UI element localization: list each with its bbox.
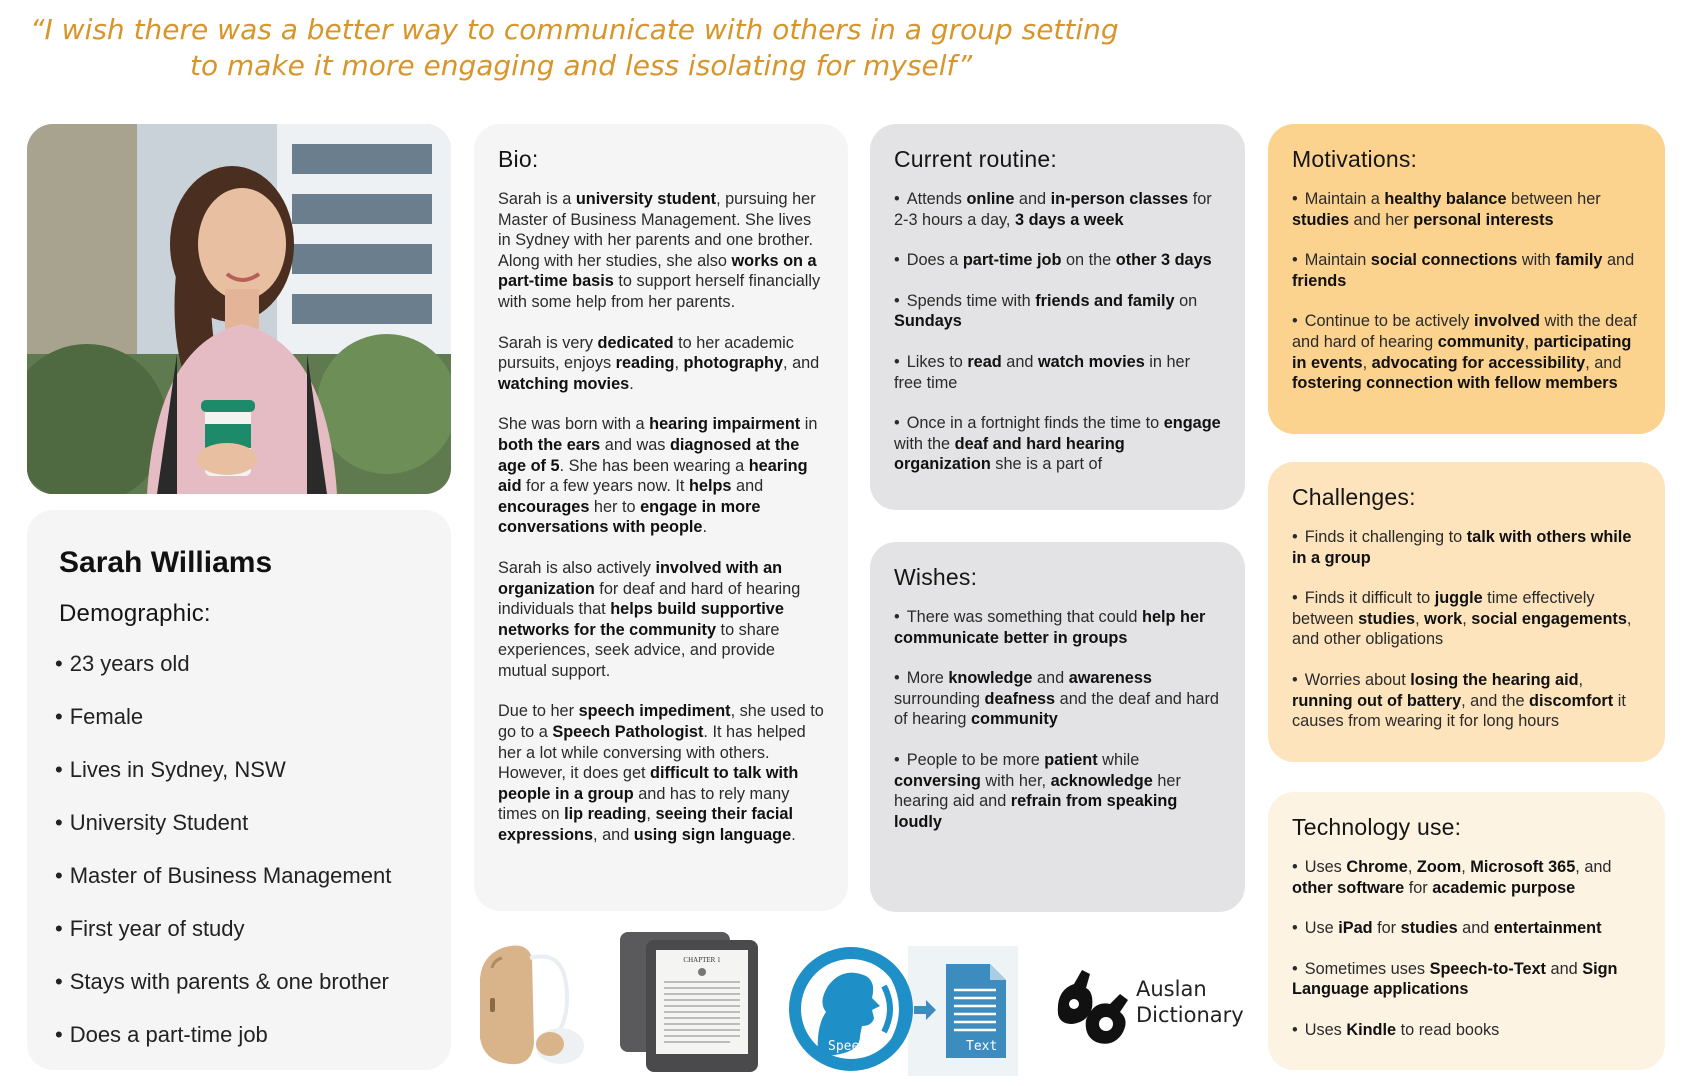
persona-quote xyxy=(30,12,1210,84)
bio-paragraph: Due to her speech impediment, she used to go to a Speech Pathologist. It has helped her a lot while conversing with others. However, it does get difficult to talk with people in a group and has to rely many times on lip reading, seeing their facial expressions, and using sign language. xyxy=(498,702,824,845)
text-label: Text xyxy=(966,1039,998,1054)
technology-list xyxy=(1292,857,1641,1041)
challenge-item: • Finds it challenging to talk with others while in a group xyxy=(1292,527,1641,568)
demographic-item: • Female xyxy=(55,703,427,731)
wishes-card xyxy=(870,542,1245,912)
bio-paragraph: Sarah is also actively involved with an organization for deaf and hard of hearing individuals that helps build supportive networks for the community to share experiences, seek advice, and provide mutual support. xyxy=(498,558,801,680)
auslan-dictionary-text xyxy=(1136,976,1244,1028)
routine-item: • Attends online and in-person classes for 2-3 hours a day, 3 days a week xyxy=(894,189,1221,230)
wish-item: • People to be more patient while conversing with her, acknowledge her hearing aid and refrain from speaking loudly xyxy=(894,750,1221,832)
motivation-item: • Maintain a healthy balance between her studies and her personal interests xyxy=(1292,189,1641,230)
wish-item: • There was something that could help her communicate better in groups xyxy=(894,607,1221,648)
hearing-aid-icon xyxy=(472,938,592,1074)
challenges-card xyxy=(1268,462,1665,762)
bio-card xyxy=(474,124,848,911)
demographic-item: • Stays with parents & one brother xyxy=(55,968,427,996)
routine-item: • Once in a fortnight finds the time to engage with the deaf and hard hearing organization she is a part of xyxy=(894,413,1221,475)
persona-photo-illustration xyxy=(27,124,451,494)
demographic-item: • Does a part-time job xyxy=(55,1021,427,1049)
motivation-item: • Maintain social connections with family and friends xyxy=(1292,250,1641,291)
wishes-title: Wishes: xyxy=(894,564,978,590)
bio-title: Bio: xyxy=(498,146,539,172)
demographic-title: Demographic: xyxy=(59,600,211,627)
quote-line-1: “I wish there was a better way to communicate with others in a group setting xyxy=(30,13,1119,46)
routine-item: • Does a part-time job on the other 3 days xyxy=(894,250,1221,271)
kindle-chapter-label: CHAPTER 1 xyxy=(683,956,721,964)
challenge-item: • Worries about losing the hearing aid, running out of battery, and the discomfort it causes from wearing it for long hours xyxy=(1292,670,1641,732)
motivation-item: • Continue to be actively involved with the deaf and hard of hearing community, participating in events, advocating for accessibility, and fostering connection with fellow members xyxy=(1292,311,1641,393)
demographic-item: • 23 years old xyxy=(55,650,427,678)
auslan-line-2: Dictionary xyxy=(1136,1003,1244,1027)
challenges-list xyxy=(1292,527,1641,732)
wishes-list xyxy=(894,607,1221,832)
bio-paragraph: She was born with a hearing impairment in both the ears and was diagnosed at the age of 5. She has been wearing a hearing aid for a few years now. It helps and encourages her to engage in more conversations with people. xyxy=(498,415,818,537)
technology-item: • Use iPad for studies and entertainment xyxy=(1292,918,1641,939)
routine-card xyxy=(870,124,1245,510)
technology-item: • Uses Kindle to read books xyxy=(1292,1020,1641,1041)
technology-icons xyxy=(470,930,1250,1080)
bio-body xyxy=(498,189,824,846)
bio-paragraph: Sarah is a university student, pursuing her Master of Business Management. She lives in Sydney with her parents and one brother. Along with her studies, she also works on a part-time basis to support herself financially with some help from her parents. xyxy=(498,190,821,311)
speech-label: Speech xyxy=(828,1039,875,1054)
routine-title: Current routine: xyxy=(894,146,1057,172)
routine-item: • Likes to read and watch movies in her free time xyxy=(894,352,1221,393)
motivations-card xyxy=(1268,124,1665,434)
wish-item: • More knowledge and awareness surrounding deafness and the deaf and hard of hearing community xyxy=(894,668,1221,730)
demographic-item: • Lives in Sydney, NSW xyxy=(55,756,427,784)
technology-title: Technology use: xyxy=(1292,814,1462,840)
demographic-item: • Master of Business Management xyxy=(55,862,427,890)
bio-paragraph: Sarah is very dedicated to her academic pursuits, enjoys reading, photography, and watching movies. xyxy=(498,333,820,393)
demographic-item: • University Student xyxy=(55,809,427,837)
technology-item: • Sometimes uses Speech-to-Text and Sign Language applications xyxy=(1292,959,1641,1000)
challenge-item: • Finds it difficult to juggle time effectively between studies, work, social engagements, and other obligations xyxy=(1292,588,1641,650)
motivations-title: Motivations: xyxy=(1292,146,1418,172)
persona-photo xyxy=(27,124,451,494)
routine-list xyxy=(894,189,1221,475)
quote-line-2: to make it more engaging and less isolating for myself” xyxy=(190,49,973,82)
demographic-item: • First year of study xyxy=(55,915,427,943)
challenges-title: Challenges: xyxy=(1292,484,1416,510)
demographic-card xyxy=(27,510,451,1070)
auslan-line-1: Auslan xyxy=(1136,977,1207,1001)
technology-card xyxy=(1268,792,1665,1070)
speech-to-text-icon xyxy=(788,946,1018,1076)
routine-item: • Spends time with friends and family on Sundays xyxy=(894,291,1221,332)
technology-item: • Uses Chrome, Zoom, Microsoft 365, and other software for academic purpose xyxy=(1292,857,1641,898)
kindle-icon xyxy=(620,932,760,1074)
persona-name: Sarah Williams xyxy=(59,546,273,579)
motivations-list xyxy=(1292,189,1641,394)
demographic-list xyxy=(51,650,427,1049)
